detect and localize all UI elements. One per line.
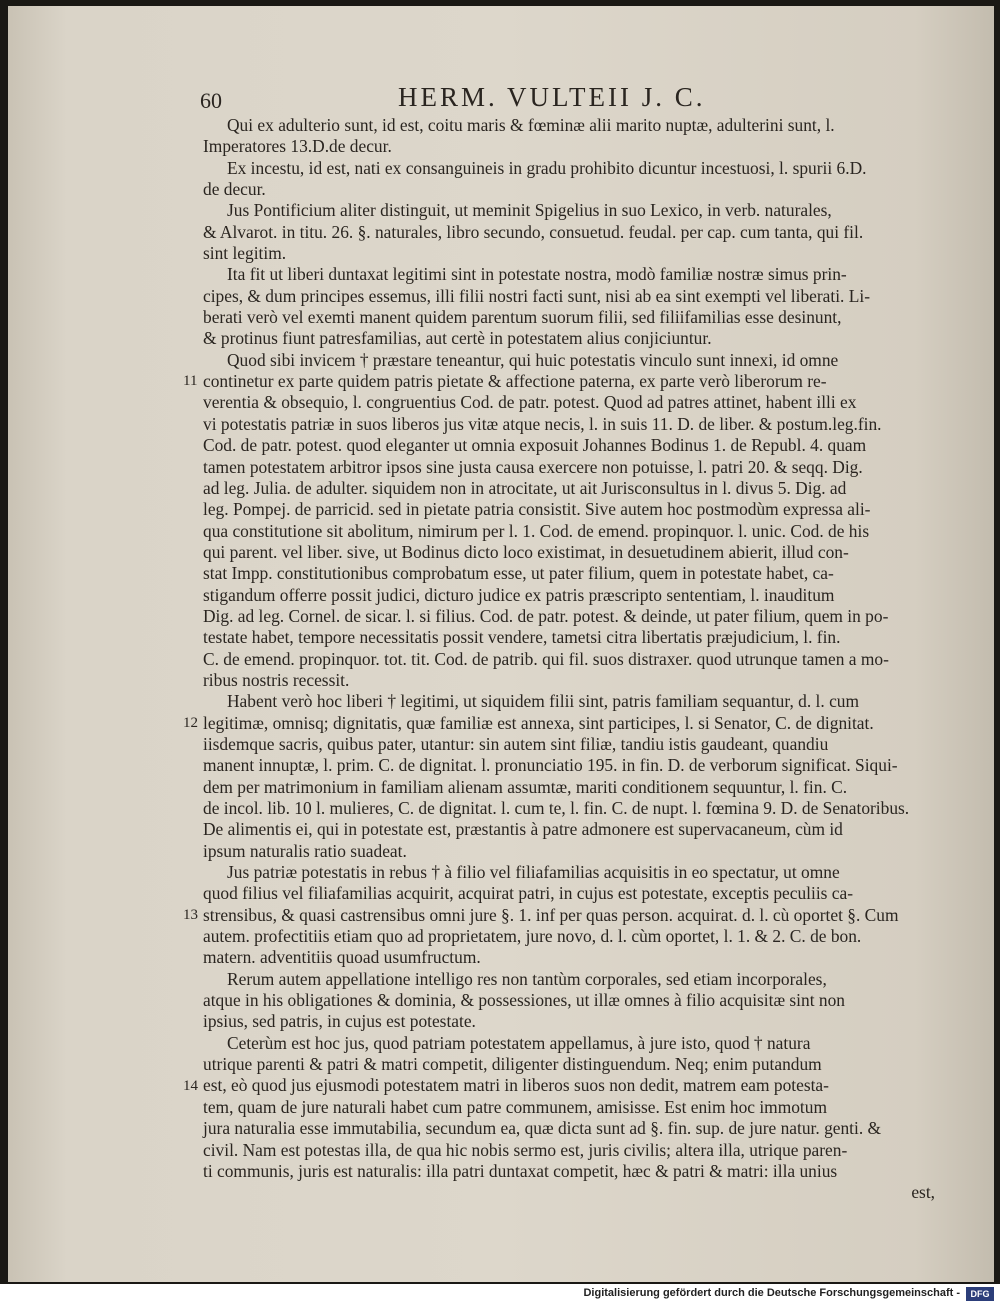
text-line: Quod sibi invicem † præstare teneantur, qui huic potestatis vinculo sunt innexi, id omne bbox=[227, 349, 839, 370]
text-line: est, eò quod jus ejusmodi potestatem matri in liberos suos non dedit, matrem eam potesta- bbox=[203, 1075, 829, 1096]
text-line: civil. Nam est potestas illa, de qua hic nobis sermo est, juris civilis; altera illa, utrique paren- bbox=[203, 1139, 848, 1160]
text-line: ti communis, juris est naturalis: illa patri duntaxat competit, hæc & patri & matri: illa unius bbox=[203, 1160, 838, 1181]
footer-credit: Digitalisierung gefördert durch die Deutsche Forschungsgemeinschaft - bbox=[583, 1287, 960, 1299]
text-line: utrique parenti & patri & matri competit, diligenter distinguendum. Neq; enim putandum bbox=[203, 1054, 822, 1075]
text-line: stat Impp. constitutionibus comprobatum esse, ut pater filium, quem in potestate habet, ca- bbox=[203, 563, 834, 584]
text-line: sint legitim. bbox=[203, 243, 287, 264]
text-line: verentia & obsequio, l. congruentius Cod. de patr. potest. Quod ad patres attinet, habent illi ex bbox=[203, 392, 857, 413]
running-head: HERM. VULTEII J. C. bbox=[398, 82, 706, 112]
text-line: testate habet, tempore necessitatis possit vendere, tametsi citra libertatis præjudicium, l. fin. bbox=[203, 627, 841, 648]
text-line: strensibus, & quasi castrensibus omni jure §. 1. inf per quas person. acquirat. d. l. cù oportet §. Cum bbox=[203, 904, 899, 925]
text-line: de decur. bbox=[203, 179, 266, 200]
body-text bbox=[203, 115, 935, 1204]
text-line: vi potestatis patriæ in suos liberos jus vitæ atque necis, l. in suis 11. D. de liber. & postum.leg.fin. bbox=[203, 413, 882, 434]
text-line: & Alvarot. in titu. 26. §. naturales, libro secundo, consuetud. feudal. per cap. cum tanta, qui fil. bbox=[203, 221, 864, 242]
text-line: manent innuptæ, l. prim. C. de dignitat. l. pronunciatio 195. in fin. D. de verborum significat. Siqui- bbox=[203, 755, 898, 776]
text-line: Imperatores 13.D.de decur. bbox=[203, 136, 392, 157]
text-line: Ceterùm est hoc jus, quod patriam potestatem appellamus, à jure isto, quod † natura bbox=[227, 1032, 811, 1053]
page-number: 60 bbox=[200, 88, 222, 113]
text-line: ad leg. Julia. de adulter. siquidem non in atrocitate, ut ait Jurisconsultus in l. divus 5. Dig. ad bbox=[203, 477, 847, 498]
text-line: & protinus fiunt patresfamilias, aut certè in potestatem alius conjiciuntur. bbox=[203, 328, 712, 349]
text-line: cipes, & dum principes essemus, illi filii nostri facti sunt, nisi ab ea sint exempti vel liberati. Li- bbox=[203, 285, 870, 306]
text-line: Habent verò hoc liberi † legitimi, ut siquidem filii sint, patris familiam sequantur, d. l. cum bbox=[227, 691, 860, 712]
text-line: quod filius vel filiafamilias acquirit, acquirat patri, in cujus est potestate, exceptis peculiis ca- bbox=[203, 883, 854, 904]
margin-number: 14 bbox=[183, 1077, 198, 1094]
text-line: qui parent. vel liber. sive, ut Bodinus dicto loco existimat, in desuetudinem abierit, illud con- bbox=[203, 541, 849, 562]
text-line: tamen potestatem arbitror ipsos sine justa causa exercere non potuisse, l. patri 20. & seqq. Dig. bbox=[203, 456, 863, 477]
text-line: Ex incestu, id est, nati ex consanguineis in gradu prohibito dicuntur incestuosi, l. spurii 6.D. bbox=[227, 157, 867, 178]
text-line: atque in his obligationes & dominia, & possessiones, ut illæ omnes à filio acquisitæ sint non bbox=[203, 990, 845, 1011]
text-line: Ita fit ut liberi duntaxat legitimi sint in potestate nostra, modò familiæ nostræ simus prin- bbox=[227, 264, 847, 285]
text-line: Rerum autem appellatione intelligo res non tantùm corporales, sed etiam incorporales, bbox=[227, 968, 827, 989]
text-line: matern. adventitiis quoad usumfructum. bbox=[203, 947, 481, 968]
text-line: ipsum naturalis ratio suadeat. bbox=[203, 840, 407, 861]
text-line: Jus Pontificium aliter distinguit, ut meminit Spigelius in suo Lexico, in verb. naturales, bbox=[227, 200, 832, 221]
text-line: dem per matrimonium in familiam alienam assumtæ, mariti conditionem sequuntur, l. fin. C. bbox=[203, 776, 848, 797]
margin-number: 11 bbox=[183, 373, 198, 390]
text-line: De alimentis ei, qui in potestate est, præstantis à patre admonere est supervacaneum, cùm id bbox=[203, 819, 843, 840]
margin-number: 12 bbox=[183, 714, 198, 731]
text-line: ipsius, sed patris, in cujus est potestate. bbox=[203, 1011, 476, 1032]
text-line: Dig. ad leg. Cornel. de sicar. l. si filius. Cod. de patr. potest. & deinde, ut pater filium, quem in po- bbox=[203, 605, 889, 626]
text-line: continetur ex parte quidem patris pietate & affectione paterna, ex parte verò liberorum re- bbox=[203, 371, 827, 392]
text-line: C. de emend. propinquor. tot. tit. Cod. de patrib. qui fil. suos distraxer. quod utrunque tamen a mo- bbox=[203, 648, 889, 669]
text-line: jura naturalia esse immutabilia, secundum ea, quæ dicta sunt ad §. fin. sup. de jure natur. genti. & bbox=[203, 1118, 882, 1139]
text-line: berati verò vel exemti manent quidem parentum suorum filii, sed filiifamilias esse desinunt, bbox=[203, 307, 842, 328]
text-line: est, bbox=[911, 1182, 935, 1203]
text-line: ribus nostris recessit. bbox=[203, 669, 350, 690]
text-line: de incol. lib. 10 l. mulieres, C. de dignitat. l. cum te, l. fin. C. de nupt. l. fœmina 9. D. de Senatoribus. bbox=[203, 798, 910, 818]
text-line: leg. Pompej. de parricid. sed in pietate patria consistit. Sive autem hoc postmodùm expressa ali- bbox=[203, 499, 871, 520]
footer-bar bbox=[0, 1284, 1000, 1305]
text-line: stigandum offerre possit judici, dicturo judice ex patris præscripto sententiam, l. inauditum bbox=[203, 584, 835, 605]
text-line: Cod. de patr. potest. quod eleganter ut omnia exposuit Johannes Bodinus 1. de Republ. 4. quam bbox=[203, 435, 867, 456]
text-line: Jus patriæ potestatis in rebus † à filio vel filiafamilias acquisitis in eo spectatur, ut omne bbox=[227, 862, 840, 883]
text-line: Qui ex adulterio sunt, id est, coitu maris & fœminæ alii marito nuptæ, adulterini sunt, l. bbox=[227, 115, 835, 135]
text-line: tem, quam de jure naturali habet cum patre communem, amisisse. Est enim hoc immotum bbox=[203, 1096, 827, 1117]
text-line: legitimæ, omnisq; dignitatis, quæ familiæ est annexa, sint participes, l. si Senator, C. de dignitat. bbox=[203, 712, 874, 733]
text-line: qua constitutione sit abolitum, nimirum per l. 1. Cod. de emend. propinquor. l. unic. Cod. de his bbox=[203, 520, 870, 541]
margin-number: 13 bbox=[183, 906, 198, 923]
text-line: autem. profectitiis etiam quo ad proprietatem, jure novo, d. l. cùm oportet, l. 1. & 2. C. de bon. bbox=[203, 926, 862, 947]
dfg-logo: DFG bbox=[966, 1287, 994, 1301]
text-line: iisdemque sacris, quibus pater, utantur: sin autem sint filiæ, tandiu istis gaudeant, quandiu bbox=[203, 733, 829, 754]
